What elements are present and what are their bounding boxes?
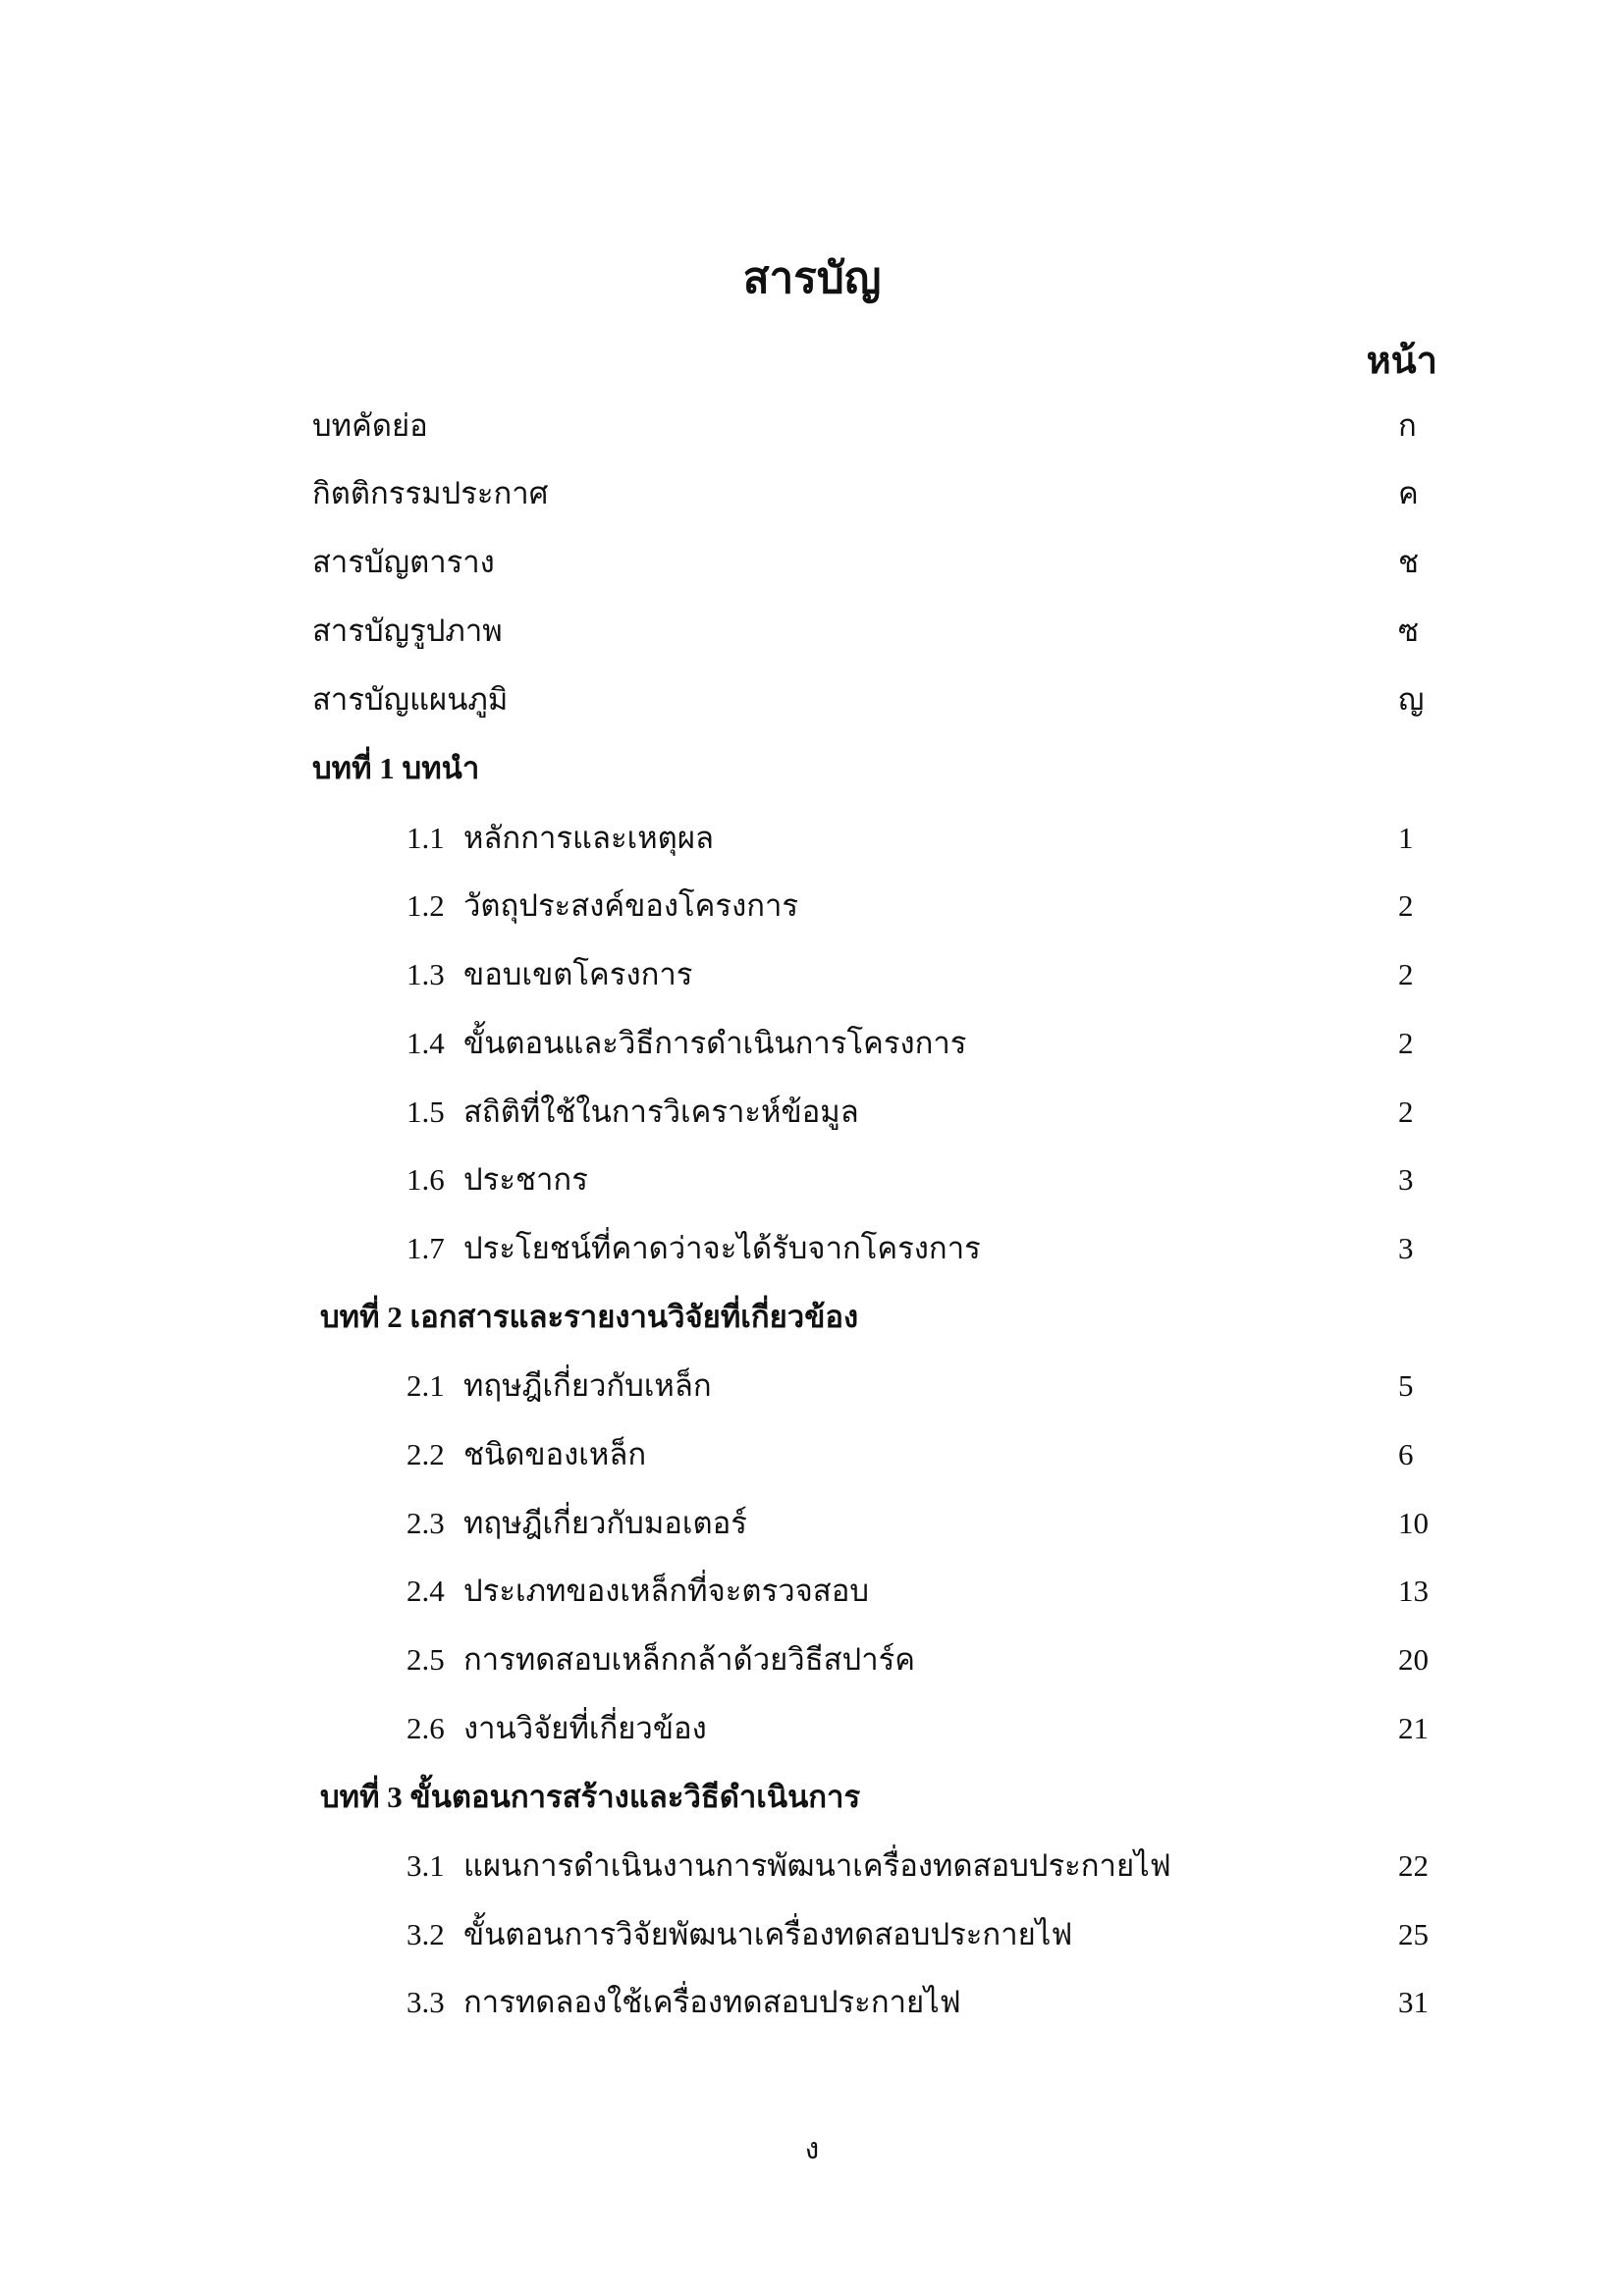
toc-section-label: ขั้นตอนและวิธีการดำเนินการโครงการ	[463, 1026, 967, 1060]
toc-section-number: 1.1	[406, 821, 445, 855]
toc-section-label: ชนิดของเหล็ก	[463, 1437, 647, 1471]
toc-section-page: 2	[1398, 957, 1414, 991]
toc-section-label: สถิติที่ใช้ในการวิเคราะห์ข้อมูล	[463, 1095, 859, 1129]
toc-section-page: 20	[1398, 1642, 1429, 1677]
toc-section-number: 3.1	[406, 1848, 445, 1883]
toc-section-label: ประเภทของเหล็กที่จะตรวจสอบ	[463, 1574, 870, 1608]
toc-section-label: แผนการดำเนินงานการพัฒนาเครื่องทดสอบประกายไฟ	[463, 1848, 1171, 1883]
toc-section-number: 2.1	[406, 1368, 445, 1403]
toc-section-label: ประโยชน์ที่คาดว่าจะได้รับจากโครงการ	[463, 1231, 981, 1265]
toc-section-label: ประชากร	[463, 1162, 588, 1197]
toc-entry-page: ซ	[1398, 614, 1420, 648]
toc-section-number: 3.2	[406, 1917, 445, 1951]
toc-chapter-label: บทที่ 3 ขั้นตอนการสร้างและวิธีดำเนินการ	[320, 1780, 861, 1814]
toc-section-entry[interactable]	[0, 949, 1624, 1000]
toc-section-entry[interactable]	[0, 1154, 1624, 1205]
toc-section-entry[interactable]	[0, 1087, 1624, 1138]
page-column-header: หน้า	[1366, 341, 1437, 382]
toc-chapter-heading[interactable]	[0, 743, 1624, 794]
toc-section-entry[interactable]	[0, 813, 1624, 864]
toc-section-entry[interactable]	[0, 1841, 1624, 1892]
toc-section-page: 2	[1398, 1026, 1414, 1060]
toc-section-label: ทฤษฎีเกี่ยวกับมอเตอร์	[463, 1506, 747, 1540]
toc-entry-label: กิตติกรรมประกาศ	[312, 476, 549, 510]
toc-section-number: 2.3	[406, 1506, 445, 1540]
toc-chapter-heading[interactable]	[0, 1772, 1624, 1823]
toc-entry-list-of-charts[interactable]	[0, 674, 1624, 725]
toc-section-label: การทดลองใช้เครื่องทดสอบประกายไฟ	[463, 1985, 961, 2019]
toc-section-label: ขั้นตอนการวิจัยพัฒนาเครื่องทดสอบประกายไฟ	[463, 1917, 1073, 1951]
toc-section-label: หลักการและเหตุผล	[463, 821, 714, 855]
toc-section-number: 2.4	[406, 1574, 445, 1608]
toc-entry-label: สารบัญรูปภาพ	[312, 614, 503, 648]
toc-section-number: 2.2	[406, 1437, 445, 1471]
toc-entry-label: บทคัดย่อ	[312, 408, 428, 443]
toc-section-entry[interactable]	[0, 1498, 1624, 1549]
toc-chapter-heading[interactable]	[0, 1292, 1624, 1343]
toc-section-page: 3	[1398, 1162, 1414, 1197]
toc-section-number: 3.3	[406, 1985, 445, 2019]
toc-chapter-label: บทที่ 1 บทนำ	[312, 751, 480, 785]
toc-entry-label: สารบัญแผนภูมิ	[312, 682, 509, 717]
toc-section-page: 5	[1398, 1368, 1414, 1403]
toc-section-page: 13	[1398, 1574, 1429, 1608]
toc-section-page: 21	[1398, 1711, 1429, 1745]
toc-section-number: 1.2	[406, 888, 445, 923]
toc-entry-page: ญ	[1398, 682, 1425, 717]
toc-section-number: 2.6	[406, 1711, 445, 1745]
toc-section-entry[interactable]	[0, 1977, 1624, 2028]
toc-section-entry[interactable]	[0, 1223, 1624, 1274]
toc-section-page: 25	[1398, 1917, 1429, 1951]
toc-section-entry[interactable]	[0, 1909, 1624, 1960]
toc-section-page: 2	[1398, 1095, 1414, 1129]
toc-section-label: วัตถุประสงค์ของโครงการ	[463, 888, 799, 923]
toc-section-label: ทฤษฎีเกี่ยวกับเหล็ก	[463, 1368, 712, 1403]
toc-entry-list-of-figures[interactable]	[0, 606, 1624, 657]
toc-section-number: 1.6	[406, 1162, 445, 1197]
toc-section-page: 3	[1398, 1231, 1414, 1265]
toc-section-page: 2	[1398, 888, 1414, 923]
toc-chapter-label: บทที่ 2 เอกสารและรายงานวิจัยที่เกี่ยวข้อง	[320, 1300, 859, 1334]
toc-entry-list-of-tables[interactable]	[0, 537, 1624, 588]
toc-section-page: 10	[1398, 1506, 1429, 1540]
toc-section-label: ขอบเขตโครงการ	[463, 957, 693, 991]
toc-section-number: 1.3	[406, 957, 445, 991]
toc-entry-abstract[interactable]	[0, 400, 1624, 452]
toc-section-entry[interactable]	[0, 1634, 1624, 1685]
toc-section-page: 31	[1398, 1985, 1429, 2019]
toc-section-page: 6	[1398, 1437, 1414, 1471]
toc-section-entry[interactable]	[0, 1566, 1624, 1617]
toc-entry-label: สารบัญตาราง	[312, 545, 495, 579]
toc-entry-page: ก	[1398, 408, 1417, 443]
page-number-footer: ง	[804, 2133, 820, 2165]
page-title: สารบัญ	[742, 254, 882, 302]
toc-entry-page: ช	[1398, 545, 1420, 579]
toc-section-number: 1.4	[406, 1026, 445, 1060]
toc-section-entry[interactable]	[0, 1018, 1624, 1069]
toc-section-page: 1	[1398, 821, 1414, 855]
toc-section-page: 22	[1398, 1848, 1429, 1883]
toc-section-number: 2.5	[406, 1642, 445, 1677]
toc-entry-acknowledgement[interactable]	[0, 468, 1624, 519]
toc-section-number: 1.5	[406, 1095, 445, 1129]
toc-section-number: 1.7	[406, 1231, 445, 1265]
toc-section-entry[interactable]	[0, 881, 1624, 932]
toc-entry-page: ค	[1398, 476, 1419, 510]
toc-section-entry[interactable]	[0, 1361, 1624, 1412]
toc-section-label: งานวิจัยที่เกี่ยวข้อง	[463, 1711, 707, 1745]
toc-section-entry[interactable]	[0, 1703, 1624, 1754]
toc-section-label: การทดสอบเหล็กกล้าด้วยวิธีสปาร์ค	[463, 1642, 916, 1677]
toc-section-entry[interactable]	[0, 1429, 1624, 1480]
